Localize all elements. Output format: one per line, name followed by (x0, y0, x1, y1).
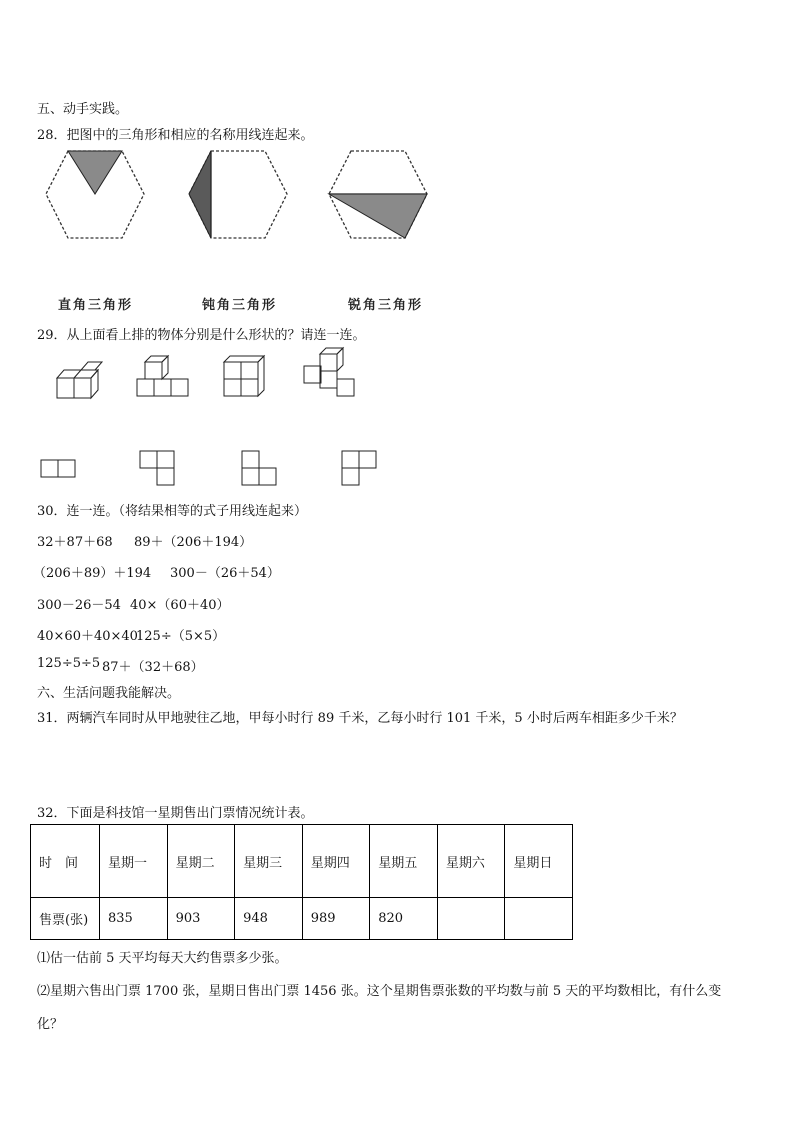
label-acute-triangle: 锐角三角形 (348, 298, 424, 313)
q28-text: 28．把图中的三角形和相应的名称用线连起来。 (37, 128, 314, 143)
hexagon-figure-3 (323, 146, 433, 246)
q30-right-3: 40×（60＋40） (130, 598, 230, 613)
q30-left-5: 125÷5÷5 (37, 656, 101, 671)
row-header-time: 时 间 (31, 825, 100, 898)
ticket-cell: 948 (235, 898, 303, 940)
ticket-cell: 820 (370, 898, 438, 940)
q30-right-5: 87＋（32＋68） (102, 660, 204, 675)
section5-title: 五、动手实践。 (37, 102, 129, 117)
q32-sub2-line2: 化？ (37, 1017, 64, 1032)
q30-left-1: 32＋87＋68 (37, 535, 113, 550)
q31-text: 31．两辆汽车同时从甲地驶往乙地，甲每小时行 89 千米，乙每小时行 101 千米，5 小时后两车相距多少千米？ (37, 711, 683, 726)
table-row-tickets (31, 898, 573, 940)
cube-shape-4 (300, 346, 360, 404)
q32-text: 32．下面是科技馆一星期售出门票情况统计表。 (37, 806, 314, 821)
table-row-days (31, 825, 573, 898)
day-cell: 星期三 (235, 825, 303, 898)
day-cell: 星期一 (100, 825, 168, 898)
q29-text: 29．从上面看上排的物体分别是什么形状的？请连一连。 (37, 328, 366, 343)
q30-right-1: 89＋（206＋194） (134, 535, 253, 550)
q32-sub2-line1: ⑵星期六售出门票 1700 张，星期日售出门票 1456 张。这个星期售票张数的平均数与前 5 天的平均数相比，有什么变 (37, 984, 722, 999)
q30-right-2: 300－（26＋54） (170, 566, 280, 581)
cube-shape-1 (52, 356, 112, 404)
day-cell: 星期四 (302, 825, 370, 898)
q30-right-4: 125÷（5×5） (136, 629, 226, 644)
top-view-shape-2 (139, 449, 179, 489)
cube-shape-3 (220, 352, 270, 404)
q30-text: 30．连一连。（将结果相等的式子用线连起来） (37, 504, 308, 519)
q30-left-2: （206＋89）＋194 (33, 566, 152, 581)
top-view-shape-1 (40, 458, 80, 480)
ticket-cell (505, 898, 573, 940)
label-right-triangle: 直角三角形 (58, 298, 134, 313)
top-view-shape-3 (241, 449, 281, 489)
cube-shape-2 (133, 352, 193, 404)
day-cell: 星期五 (370, 825, 438, 898)
label-obtuse-triangle: 钝角三角形 (202, 298, 278, 313)
top-view-shape-4 (341, 449, 381, 489)
q30-left-4: 40×60＋40×40 (37, 629, 138, 644)
q30-left-3: 300－26－54 (37, 598, 121, 613)
hexagon-figure-1 (40, 146, 150, 246)
ticket-stats-table (30, 824, 573, 940)
section6-title: 六、生活问题我能解决。 (37, 686, 181, 701)
q32-sub1: ⑴估一估前 5 天平均每天大约售票多少张。 (37, 951, 288, 966)
hexagon-figure-2 (183, 146, 293, 246)
ticket-cell: 989 (302, 898, 370, 940)
day-cell: 星期六 (437, 825, 505, 898)
row-header-tickets: 售票(张) (31, 898, 100, 940)
day-cell: 星期日 (505, 825, 573, 898)
day-cell: 星期二 (167, 825, 235, 898)
ticket-cell (437, 898, 505, 940)
ticket-cell: 835 (100, 898, 168, 940)
ticket-cell: 903 (167, 898, 235, 940)
